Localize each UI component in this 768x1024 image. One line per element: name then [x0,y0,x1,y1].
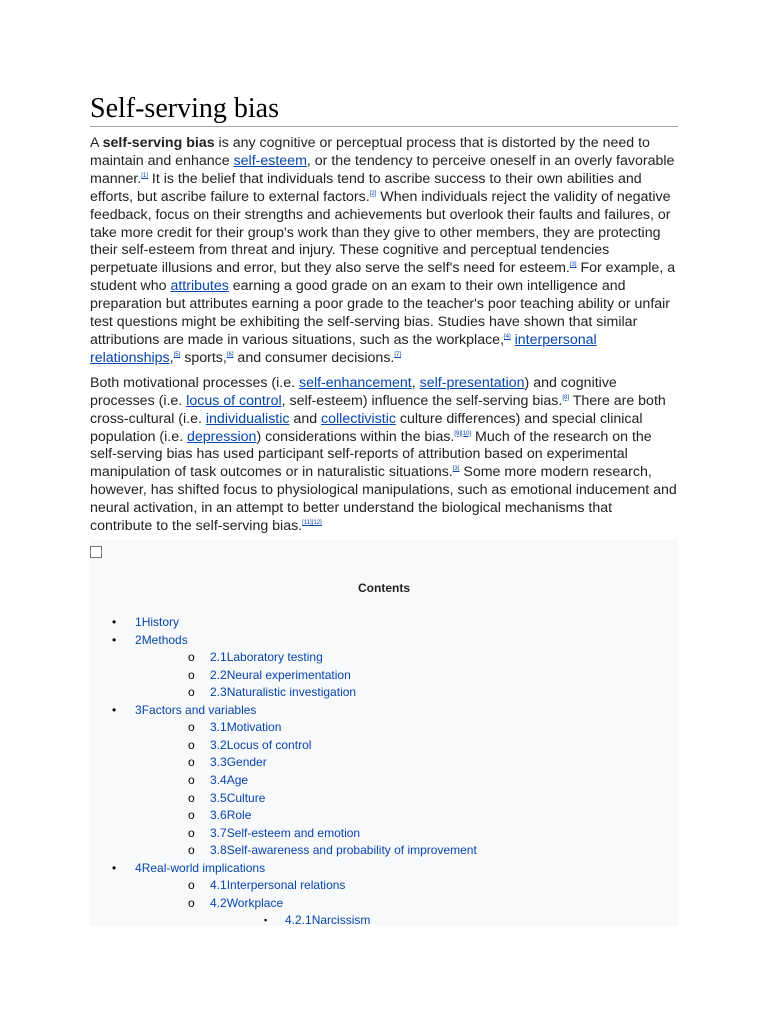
toc-item[interactable] [210,843,477,857]
text: and [289,410,322,427]
link-attributes[interactable]: attributes [170,278,229,295]
link-individualistic[interactable]: individualistic [205,410,290,427]
toc-item-label: Locus of control [226,737,312,752]
toc-item-number: 4.2 [210,895,227,910]
toc-item-number: 3 [135,702,142,717]
toc-item-number: 4.1 [210,878,227,893]
reference-link[interactable]: [2] [369,190,377,197]
reference-link[interactable]: [6] [226,351,234,358]
toc-bullet: o [188,843,195,858]
text: , self-esteem) influence the self-serving bias. [281,392,563,409]
text: , [169,349,174,366]
toc-bullet: o [188,685,195,700]
toc-item-number: 2.2 [210,667,227,682]
toc-item[interactable] [285,913,370,927]
toc-item-number: 3.8 [210,843,227,858]
toc-item-number: 3.2 [210,737,227,752]
toc-bullet: o [188,878,195,893]
text: , or the tendency to perceive oneself in an overly favorable manner. [90,152,675,187]
toc-item-label: Age [226,772,249,787]
toc-bullet: • [112,702,117,717]
toc-item-label: Neural experimentation [226,667,351,682]
text: sports, [180,349,227,366]
toc-item[interactable] [210,826,360,840]
link-interpersonal-relationships[interactable]: interpersonal relationships [90,331,597,366]
toc-item-label: Self-esteem and emotion [226,825,361,840]
text: For example, a student who [90,260,676,295]
toc-title: Contents [358,581,410,595]
toc-item-number: 3.1 [210,720,227,735]
toc-toggle-checkbox[interactable] [90,546,102,558]
text: earning a good grade on an exam to their own intelligence and preparation but attributes earning a poor grade to the teacher's poor teaching ability or unfair test questions might be exhibiting the self-serving bias. Studies have shown that similar attributions are made in various situations, such as the workplace, [90,278,671,348]
toc-item-label: Self-awareness and probability of improvement [226,843,477,858]
toc-item-number: 3.3 [210,755,227,770]
toc-item[interactable] [210,685,356,699]
toc-item-label: Role [226,808,252,823]
reference-link[interactable]: [8] [562,394,570,401]
toc-bullet: o [188,825,195,840]
text: culture differences) and special clinical population (i.e. [90,410,643,445]
toc-item[interactable] [210,720,281,734]
toc-item-label: Real-world implications [141,860,266,875]
toc-bullet: • [112,860,117,875]
toc-item[interactable] [210,755,267,769]
link-self-presentation[interactable]: self-presentation [419,374,525,391]
toc-bullet: o [188,667,195,682]
toc-bullet: o [188,650,195,665]
reference-link[interactable]: [7] [394,351,402,358]
toc-item[interactable] [135,633,188,647]
bold-term: self-serving bias [102,135,215,151]
toc-item-number: 3.5 [210,790,227,805]
reference-link[interactable]: [1] [141,172,148,179]
toc-item-label: Culture [226,790,266,805]
toc-bullet: o [188,755,195,770]
link-self-enhancement[interactable]: self-enhancement [298,374,412,391]
toc-bullet: • [112,632,117,647]
toc-item-label: Methods [141,632,188,647]
toc-bullet: o [188,720,195,735]
text: A [90,135,103,151]
page-title: Self-serving bias [90,94,678,127]
reference-link[interactable]: [4] [504,333,511,340]
toc-item[interactable] [210,668,351,682]
toc-bullet: o [188,808,195,823]
toc-bullet: o [188,790,195,805]
text: and consumer decisions. [233,349,395,366]
toc-item-label: Gender [226,755,267,770]
text: is any cognitive or perceptual process that is distorted by the need to maintain and enhance [90,135,650,169]
toc-bullet: o [188,737,195,752]
reference-link[interactable]: [3] [452,466,460,473]
toc-item[interactable] [210,808,251,822]
toc-bullet: • [112,615,117,629]
table-of-contents [90,540,678,926]
toc-item[interactable] [210,738,311,752]
reference-link[interactable]: [3] [569,262,577,269]
reference-link[interactable]: [5] [173,351,181,358]
toc-item-number: 2.3 [210,685,227,700]
link-self-esteem[interactable]: self-esteem [233,152,307,169]
toc-bullet: ▪ [264,915,268,926]
text: There are both cross-cultural (i.e. [90,392,666,427]
toc-item[interactable] [135,861,265,875]
text: Some more modern research, however, has shifted focus to physiological manipulations, such as emotional inducement and neural activation, in an attempt to better understand the biological mechanisms that contribute to the self-serving bias. [90,464,677,535]
toc-bullet: o [188,772,195,787]
text: It is the belief that individuals tend to ascribe success to their own abilities and efforts, but ascribe failure to external factors. [90,170,642,205]
toc-bullet: o [188,895,195,910]
second-paragraph [90,375,678,536]
toc-item-label: Factors and variables [141,702,257,717]
intro-paragraph [90,135,678,368]
link-depression[interactable]: depression [187,428,257,445]
text: Both motivational processes (i.e. [90,374,299,391]
toc-item-label: Interpersonal relations [226,878,346,893]
toc-item-label: Naturalistic investigation [226,685,357,700]
toc-item-label: History [141,615,180,629]
text: , [411,374,420,391]
text: When individuals reject the validity of negative feedback, focus on their strengths and achievements but overlook their faults and failures, or take more credit for their group's work than they give to other members, they are protecting their self-esteem from threat and injury. These cognitive and perceptual tendencies perpetuate illusions and error, but they also serve the self's need for esteem. [90,188,671,277]
toc-item-label: Motivation [226,720,282,735]
reference-link[interactable]: [9][10] [454,430,472,437]
text: ) considerations within the bias. [256,428,455,445]
toc-item-number: 1 [135,615,142,629]
toc-item[interactable] [210,878,345,892]
toc-item[interactable] [135,703,256,717]
article [90,0,678,928]
toc-item-number: 2.1 [210,650,227,665]
toc-item-number: 3.6 [210,808,227,823]
toc-item-number: 3.7 [210,825,227,840]
text: ) and cognitive processes (i.e. [90,374,617,409]
toc-item-number: 4 [135,860,142,875]
toc-item[interactable] [210,773,248,787]
toc-item-label: Narcissism [311,913,371,928]
toc-item-number: 2 [135,632,142,647]
reference-link[interactable]: [11][12] [302,520,322,527]
link-locus-of-control[interactable]: locus of control [186,392,282,409]
toc-item[interactable] [210,896,283,910]
toc-item[interactable] [135,615,179,629]
toc-item-label: Laboratory testing [226,650,323,665]
toc-item[interactable] [210,791,265,805]
toc-item-number: 3.4 [210,772,227,787]
toc-item-number: 4.2.1 [285,913,312,928]
toc-item-label: Workplace [226,895,284,910]
link-collectivistic[interactable]: collectivistic [321,410,396,427]
text: Much of the research on the self-serving bias has used participant self-reports of attribution based on experimental manipulation of task outcomes or in naturalistic situations. [90,428,652,481]
toc-item[interactable] [210,650,323,664]
